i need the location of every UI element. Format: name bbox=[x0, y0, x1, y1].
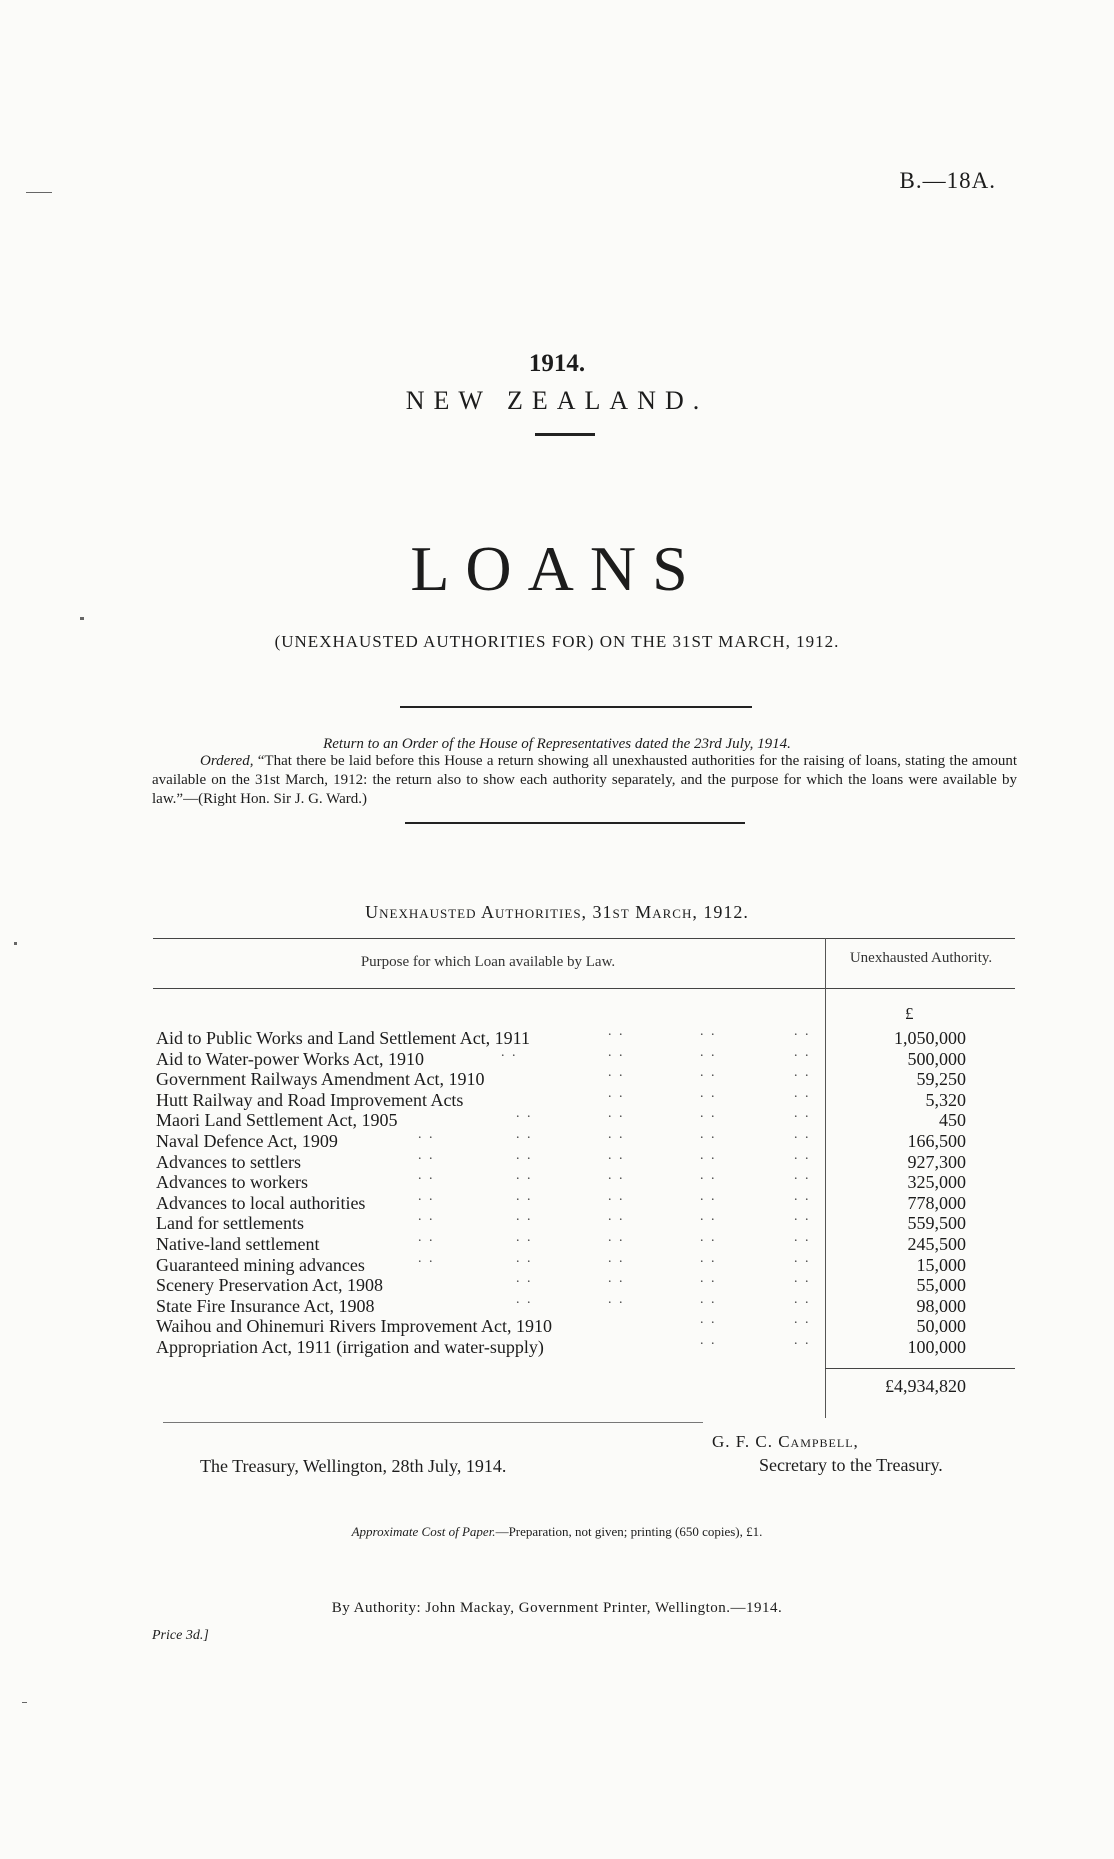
row-purpose: Maori Land Settlement Act, 1905 bbox=[156, 1110, 398, 1131]
currency-symbol: £ bbox=[905, 1004, 914, 1023]
row-purpose: State Fire Insurance Act, 1908 bbox=[156, 1295, 375, 1316]
leader-dots: . . bbox=[700, 1209, 717, 1225]
leader-dots: . . bbox=[608, 1209, 625, 1225]
table-row bbox=[156, 1229, 966, 1255]
leader-dots: . . bbox=[794, 1188, 811, 1204]
table-row bbox=[156, 1209, 966, 1234]
row-amount: 98,000 bbox=[916, 1295, 966, 1316]
row-amount: 450 bbox=[939, 1110, 966, 1131]
row-amount: 559,500 bbox=[907, 1213, 966, 1234]
leader-dots: . . bbox=[516, 1188, 533, 1204]
cost-text: —Preparation, not given; printing (650 copies), £1. bbox=[495, 1524, 763, 1539]
leader-dots: . . bbox=[700, 1085, 717, 1101]
column-header-amount: Unexhausted Authority. bbox=[849, 950, 993, 966]
leader-dots: . . bbox=[794, 1168, 811, 1184]
leader-dots: . . bbox=[608, 1271, 625, 1287]
table-bottom-rule bbox=[163, 1422, 703, 1423]
leader-dots: . . bbox=[418, 1229, 435, 1245]
printer-line: By Authority: John Mackay, Government Printer, Wellington.—1914. bbox=[331, 1600, 783, 1616]
leader-dots: . . bbox=[608, 1065, 625, 1081]
leader-dots: . . bbox=[516, 1291, 533, 1307]
table-caption: Unexhausted Authorities, 31st March, 1912. bbox=[365, 902, 749, 922]
row-amount: 500,000 bbox=[907, 1048, 966, 1069]
row-purpose: Native-land settlement bbox=[156, 1233, 320, 1254]
table-row bbox=[156, 1126, 966, 1152]
row-purpose: Aid to Public Works and Land Settlement Act, 1911 bbox=[156, 1028, 531, 1048]
row-purpose: Guaranteed mining advances bbox=[156, 1254, 365, 1275]
total-rule bbox=[825, 1368, 1015, 1369]
leader-dots: . . bbox=[794, 1024, 811, 1039]
leader-dots: . . bbox=[700, 1147, 717, 1163]
row-purpose: Waihou and Ohinemuri Rivers Improvement Act, 1910 bbox=[156, 1316, 552, 1337]
leader-dots: . . bbox=[418, 1250, 435, 1266]
leader-dots: . . bbox=[794, 1332, 811, 1348]
leader-dots: . . bbox=[608, 1147, 625, 1163]
margin-mark bbox=[22, 1702, 27, 1703]
row-purpose: Hutt Railway and Road Improvement Acts bbox=[156, 1089, 464, 1110]
leader-dots: . . bbox=[418, 1147, 435, 1163]
table-row bbox=[156, 1168, 966, 1193]
row-purpose: Appropriation Act, 1911 (irrigation and water-supply) bbox=[156, 1336, 544, 1357]
table-row bbox=[156, 1147, 966, 1173]
table-header-rule bbox=[153, 988, 1015, 989]
order-text bbox=[152, 752, 1017, 809]
row-amount: 50,000 bbox=[916, 1316, 966, 1337]
order-top-rule bbox=[400, 706, 752, 708]
leader-dots: . . bbox=[418, 1126, 435, 1142]
row-amount: 166,500 bbox=[907, 1130, 966, 1151]
leader-dots: . . bbox=[608, 1168, 625, 1184]
leader-dots: . . bbox=[700, 1126, 717, 1142]
leader-dots: . . bbox=[608, 1229, 625, 1245]
leader-dots: . . bbox=[608, 1024, 625, 1039]
table-total: £4,934,820 bbox=[885, 1376, 966, 1396]
table-row bbox=[156, 1332, 966, 1358]
leader-dots: . . bbox=[608, 1291, 625, 1307]
signatory-name: G. F. C. Campbell, bbox=[712, 1432, 859, 1451]
row-purpose: Government Railways Amendment Act, 1910 bbox=[156, 1069, 485, 1090]
table-row bbox=[156, 1044, 966, 1070]
leader-dots: . . bbox=[794, 1250, 811, 1266]
leader-dots: . . bbox=[700, 1332, 717, 1348]
leader-dots: . . bbox=[700, 1250, 717, 1266]
row-purpose: Scenery Preservation Act, 1908 bbox=[156, 1275, 383, 1296]
row-amount: 59,250 bbox=[916, 1069, 966, 1090]
table-row bbox=[156, 1024, 966, 1049]
table-row bbox=[156, 1106, 966, 1131]
row-purpose: Advances to settlers bbox=[156, 1151, 301, 1172]
document-subtitle: (UNEXHAUSTED AUTHORITIES FOR) ON THE 31ST MARCH, 1912. bbox=[274, 632, 840, 651]
ordered-body: “That there be laid before this House a return showing all unexhausted authorities for the raising of loans, stating the amount available on the 31st March, 1912: the return also to show each authority separately, and the purpose for which the loans were available by law.”—(Right Hon. Sir J. G. Ward.) bbox=[152, 753, 1018, 807]
leader-dots: . . bbox=[516, 1168, 533, 1184]
ordered-label: Ordered, bbox=[200, 753, 254, 769]
leader-dots: . . bbox=[794, 1147, 811, 1163]
row-amount: 100,000 bbox=[907, 1336, 966, 1357]
leader-dots: . . bbox=[700, 1188, 717, 1204]
leader-dots: . . bbox=[700, 1168, 717, 1184]
table-row bbox=[156, 1312, 966, 1337]
leader-dots: . . bbox=[700, 1065, 717, 1081]
signatory-role: Secretary to the Treasury. bbox=[759, 1455, 943, 1475]
leader-dots: . . bbox=[418, 1209, 435, 1225]
table-row bbox=[156, 1065, 966, 1090]
cost-of-paper bbox=[0, 1524, 1114, 1540]
row-amount: 778,000 bbox=[907, 1192, 966, 1213]
place-and-date: The Treasury, Wellington, 28th July, 1914. bbox=[200, 1456, 507, 1476]
leader-dots: . . bbox=[608, 1250, 625, 1266]
leader-dots: . . bbox=[794, 1065, 811, 1081]
leader-dots: . . bbox=[516, 1250, 533, 1266]
row-purpose: Naval Defence Act, 1909 bbox=[156, 1130, 338, 1151]
leader-dots: . . bbox=[516, 1147, 533, 1163]
margin-mark bbox=[26, 192, 52, 193]
leader-dots: . . bbox=[794, 1044, 811, 1060]
leader-dots: . . bbox=[418, 1168, 435, 1184]
leader-dots: . . bbox=[794, 1229, 811, 1245]
leader-dots: . . bbox=[700, 1044, 717, 1060]
leader-dots: . . bbox=[794, 1085, 811, 1101]
leader-dots: . . bbox=[794, 1126, 811, 1142]
leader-dots: . . bbox=[700, 1229, 717, 1245]
document-reference: B.—18A. bbox=[899, 168, 996, 193]
leader-dots: . . bbox=[418, 1188, 435, 1204]
table-row bbox=[156, 1188, 966, 1214]
return-order-line: Return to an Order of the House of Representatives dated the 23rd July, 1914. bbox=[323, 736, 791, 752]
leader-dots: . . bbox=[608, 1188, 625, 1204]
table-body bbox=[156, 1024, 966, 1358]
document-title: LOANS bbox=[410, 533, 704, 604]
row-amount: 245,500 bbox=[907, 1233, 966, 1254]
leader-dots: . . bbox=[608, 1085, 625, 1101]
leader-dots: . . bbox=[794, 1106, 811, 1122]
leader-dots: . . bbox=[501, 1044, 518, 1060]
table-top-rule bbox=[153, 938, 1015, 939]
row-amount: 325,000 bbox=[907, 1172, 966, 1193]
row-amount: 15,000 bbox=[916, 1254, 966, 1275]
leader-dots: . . bbox=[608, 1106, 625, 1122]
leader-dots: . . bbox=[516, 1271, 533, 1287]
row-amount: 5,320 bbox=[925, 1089, 966, 1110]
leader-dots: . . bbox=[608, 1044, 625, 1060]
heading-rule bbox=[535, 433, 595, 436]
leader-dots: . . bbox=[700, 1291, 717, 1307]
document-year: 1914. bbox=[528, 350, 586, 377]
column-header-purpose: Purpose for which Loan available by Law. bbox=[360, 954, 616, 970]
leader-dots: . . bbox=[700, 1106, 717, 1122]
leader-dots: . . bbox=[700, 1271, 717, 1287]
row-amount: 1,050,000 bbox=[894, 1028, 966, 1048]
row-purpose: Land for settlements bbox=[156, 1213, 304, 1234]
table-row bbox=[156, 1250, 966, 1276]
cost-label: Approximate Cost of Paper. bbox=[351, 1524, 496, 1539]
price-note: Price 3d.] bbox=[152, 1628, 209, 1643]
leader-dots: . . bbox=[516, 1126, 533, 1142]
row-purpose: Aid to Water-power Works Act, 1910 bbox=[156, 1048, 425, 1069]
leader-dots: . . bbox=[516, 1106, 533, 1122]
table-row bbox=[156, 1271, 966, 1296]
row-purpose: Advances to local authorities bbox=[156, 1192, 366, 1213]
leader-dots: . . bbox=[608, 1126, 625, 1142]
row-amount: 927,300 bbox=[907, 1151, 966, 1172]
leader-dots: . . bbox=[700, 1024, 717, 1039]
leader-dots: . . bbox=[794, 1209, 811, 1225]
table-row bbox=[156, 1291, 966, 1317]
leader-dots: . . bbox=[516, 1209, 533, 1225]
order-bottom-rule bbox=[405, 822, 745, 824]
country-heading: NEW ZEALAND. bbox=[405, 386, 709, 415]
leader-dots: . . bbox=[794, 1291, 811, 1307]
leader-dots: . . bbox=[794, 1312, 811, 1328]
row-amount: 55,000 bbox=[916, 1275, 966, 1296]
row-purpose: Advances to workers bbox=[156, 1172, 308, 1193]
leader-dots: . . bbox=[794, 1271, 811, 1287]
table-row bbox=[156, 1085, 966, 1111]
leader-dots: . . bbox=[516, 1229, 533, 1245]
margin-mark bbox=[80, 617, 84, 620]
leader-dots: . . bbox=[700, 1312, 717, 1328]
margin-mark bbox=[14, 942, 17, 945]
